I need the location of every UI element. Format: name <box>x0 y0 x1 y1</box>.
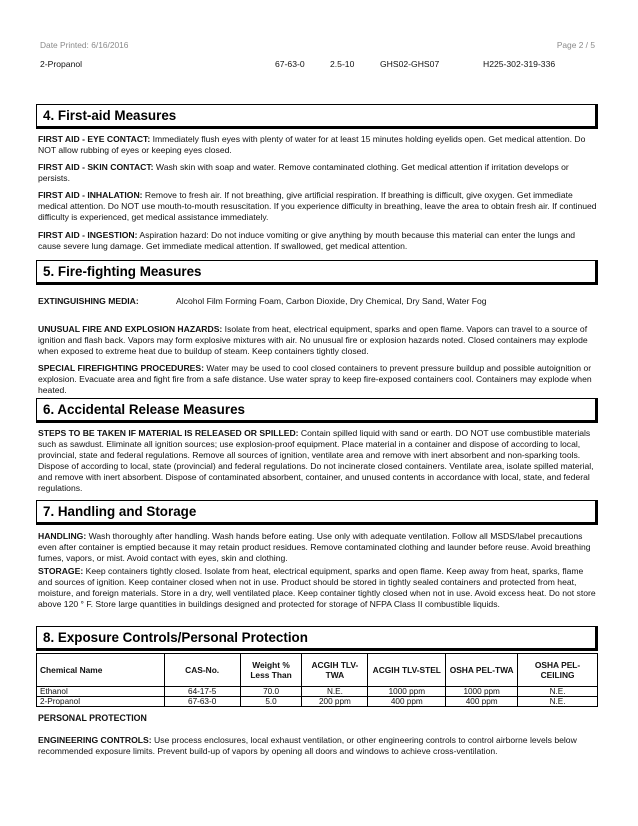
col-osha-twa: OSHA PEL-TWA <box>446 654 518 687</box>
col-chemical-name: Chemical Name <box>37 654 165 687</box>
release-steps <box>38 428 598 495</box>
skin-label: FIRST AID - SKIN CONTACT: <box>38 162 154 172</box>
eye-label: FIRST AID - EYE CONTACT: <box>38 134 151 144</box>
steps-text: Contain spilled liquid with sand or earth. DO NOT use combustible materials such as sawdust. Eliminate all ignition sources; use explosion-proof equipment. Place material in a container and dispose of according to local, provincial, state and federal regulations. Remove all sources of ignition, ventilate area and remove with inert absorbent and non-sparking tools. Dispose of according to local, state (provincial) and federal regulations. Do not incinerate closed containers. Ventilate area, isolate spilled material, and remove with inert absorbent. Dispose of contaminated absorbent, container, and unused contents in accordance with local, state, and federal regulations. <box>38 428 594 494</box>
page-number: Page 2 / 5 <box>556 40 595 50</box>
first-aid-eye <box>38 134 598 156</box>
first-aid-inhalation <box>38 190 598 223</box>
media-text: Alcohol Film Forming Foam, Carbon Dioxide, Dry Chemical, Dry Sand, Water Fog <box>176 296 487 306</box>
section-exposure-controls-title <box>36 626 598 651</box>
ingredient-percent: 2.5-10 <box>330 59 355 69</box>
unusual-label: UNUSUAL FIRE AND EXPLOSION HAZARDS: <box>38 324 223 334</box>
cell: 400 ppm <box>446 697 518 707</box>
section-title-text: 6. Accidental Release Measures <box>43 402 245 417</box>
col-weight: Weight % Less Than <box>240 654 302 687</box>
ingest-text: Aspiration hazard: Do not induce vomiting or give anything by mouth because this material can enter the lungs and cause severe lung damage. Get immediate medical attention. If swallowed, get medical attention. <box>38 230 576 252</box>
col-osha-ceiling: OSHA PEL-CEILING <box>518 654 598 687</box>
cell: 1000 ppm <box>446 687 518 697</box>
engineering-controls <box>38 735 598 757</box>
first-aid-skin <box>38 162 598 184</box>
section-accidental-release-title <box>36 398 598 423</box>
cell: 2-Propanol <box>37 697 165 707</box>
storage-text: Keep containers tightly closed. Isolate from heat, electrical equipment, sparks and open flame. Keep away from heat, sparks, flame and sources of ignition. Keep container closed when not in use. Product should be stored in tightly sealed containers and protected from heat, moisture, and foreign materials. Store in a dry, well ventilated place. Keep container tightly closed when not in use. Avoid excess heat. Do not store above 120 ° F. Store large quantities in buildings designed and protected for storage of NFPA Class II combustible liquids. <box>38 566 596 610</box>
personal-protection-heading: PERSONAL PROTECTION <box>38 713 147 723</box>
media-label: EXTINGUISHING MEDIA: <box>38 296 139 306</box>
ingredient-cas: 67-63-0 <box>275 59 305 69</box>
col-acgih-stel: ACGIH TLV-STEL <box>368 654 446 687</box>
cell: 70.0 <box>240 687 302 697</box>
eye-text: Immediately flush eyes with plenty of water for at least 15 minutes holding eyelids open. Get medical attention. Do NOT allow rubbing of eyes or keeping eyes closed. <box>38 134 586 156</box>
section-fire-fighting-title <box>36 260 598 285</box>
section-title-text: 8. Exposure Controls/Personal Protection <box>43 630 308 645</box>
table-row <box>37 697 598 707</box>
exposure-table <box>36 653 598 707</box>
cell: 64-17-5 <box>164 687 240 697</box>
cell: 200 ppm <box>302 697 368 707</box>
first-aid-ingestion <box>38 230 598 252</box>
eng-label: ENGINEERING CONTROLS: <box>38 735 152 745</box>
section-first-aid-title <box>36 104 598 129</box>
col-cas-no: CAS-No. <box>164 654 240 687</box>
handling-text: Wash thoroughly after handling. Wash hands before eating. Use only with adequate ventilation. Follow all MSDS/label precautions even after container is emptied because it may retain product residues. Remove contaminated clothing and launder before reuse. Avoid breathing fumes, vapors, or mist. Avoid contact with eyes, skin and clothing. <box>38 531 591 564</box>
table-row <box>37 687 598 697</box>
ingredient-name: 2-Propanol <box>40 59 83 69</box>
unusual-hazards <box>38 324 598 357</box>
ingest-label: FIRST AID - INGESTION: <box>38 230 138 240</box>
cell: N.E. <box>518 697 598 707</box>
cell: N.E. <box>302 687 368 697</box>
ingredient-ghs: GHS02-GHS07 <box>380 59 440 69</box>
storage <box>38 566 598 610</box>
section-title-text: 5. Fire-fighting Measures <box>43 264 202 279</box>
eng-text: Use process enclosures, local exhaust ventilation, or other engineering controls to control airborne levels below recommended exposure limits. Prevent build-up of vapors by opening all doors and windows to achieve cross-ventilation. <box>38 735 577 757</box>
section-handling-storage-title <box>36 500 598 525</box>
inhal-label: FIRST AID - INHALATION: <box>38 190 143 200</box>
section-title-text: 7. Handling and Storage <box>43 504 197 519</box>
storage-label: STORAGE: <box>38 566 84 576</box>
date-printed: Date Printed: 6/16/2016 <box>40 40 129 50</box>
handling <box>38 531 598 564</box>
cell: N.E. <box>518 687 598 697</box>
col-acgih-twa: ACGIH TLV-TWA <box>302 654 368 687</box>
special-procedures <box>38 363 598 396</box>
unusual-text: Isolate from heat, electrical equipment, sparks and open flame. Vapors can travel to a source of ignition and flash back. Vapors may form explosive mixtures with air. No unusual fire or explosion hazards noted. Closed containers may explode when exposed to extreme heat due to buildup of steam. Keep containers tightly closed. <box>38 324 588 357</box>
cell: 400 ppm <box>368 697 446 707</box>
cell: 1000 ppm <box>368 687 446 697</box>
inhal-text: Remove to fresh air. If not breathing, give artificial respiration. If breathing is difficult, give oxygen. Get immediate medical attention. Do NOT use mouth-to-mouth resuscitation. If you experience difficulty in breathing, leave the area to obtain fresh air. If continued difficulty is experienced, get medical assistance immediately. <box>38 190 597 223</box>
cell: 5.0 <box>240 697 302 707</box>
cell: Ethanol <box>37 687 165 697</box>
special-text: Water may be used to cool closed containers to prevent pressure buildup and possible autoignition or explosion. Evacuate area and fight fire from a safe distance. Use water spray to keep fire-exposed containers cool. Containers may explode when heated. <box>38 363 592 396</box>
steps-label: STEPS TO BE TAKEN IF MATERIAL IS RELEASED OR SPILLED: <box>38 428 299 438</box>
skin-text: Wash skin with soap and water. Remove contaminated clothing. Get medical attention if irritation develops or persists. <box>38 162 569 184</box>
ingredient-hazard-codes: H225-302-319-336 <box>483 59 556 69</box>
special-label: SPECIAL FIREFIGHTING PROCEDURES: <box>38 363 205 373</box>
section-title-text: 4. First-aid Measures <box>43 108 177 123</box>
extinguishing-media <box>38 296 598 307</box>
handling-label: HANDLING: <box>38 531 87 541</box>
table-header-row <box>37 654 598 687</box>
cell: 67-63-0 <box>164 697 240 707</box>
